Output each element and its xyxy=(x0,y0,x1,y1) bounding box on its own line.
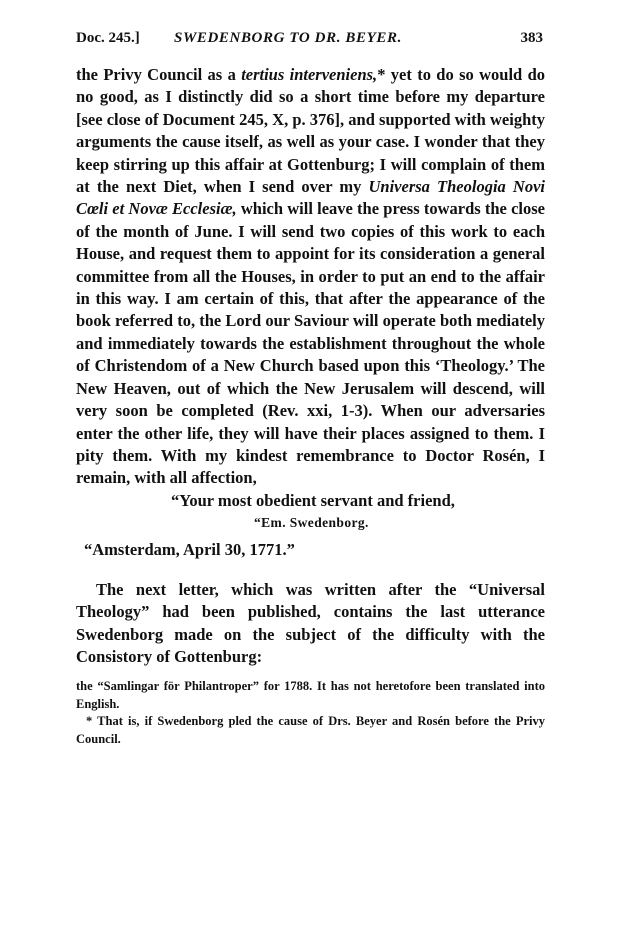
letter-date: “Amsterdam, April 30, 1771.” xyxy=(84,539,295,559)
text-run: the Privy Council as a xyxy=(76,65,242,84)
running-header xyxy=(76,30,543,52)
italic-phrase: tertius interveniens, xyxy=(241,65,378,84)
text-run: which will leave the press towards the close of the month of June. I will send two copies of this work to each House, and request them to appoint for its consideration a general committee from all the Houses, in order to put an end to the affair in this way. I am certain of this, that after the appearance of the book referred to, the Lord our Saviour will operate both mediately and immediately towards the establishment throughout the whole of Christendom of a New Church based upon this ‘Theology.’ The New Heaven, out of which the New Jerusalem will descend, will very soon be completed (Rev. xxi, 1-3). When our adversaries enter the other life, they will have their places assigned to them. I pity them. With my kindest remembrance to Doctor Rosén, I remain, with all affection, xyxy=(76,199,545,488)
footnote-continued: the “Samlingar för Philantroper” for 1788. It has not heretofore been translated into English. xyxy=(76,679,545,711)
italic-book-title: Universa Theologia Novi Cœli et Novæ Ecclesiæ, xyxy=(76,177,545,219)
document-reference: Doc. 245.] xyxy=(76,30,140,46)
main-text xyxy=(76,64,545,669)
narrative-paragraph: The next letter, which was written after the “Universal Theology” had been published, contains the last utterance Swedenborg made on the subject of the difficulty with the Consistory of Gottenburg: xyxy=(76,579,545,667)
letter-paragraph xyxy=(76,64,545,490)
letter-closing: “Your most obedient servant and friend, xyxy=(171,490,455,510)
letter-signature: “Em. Swedenborg. xyxy=(254,515,369,531)
page-number: 383 xyxy=(520,30,543,46)
footnotes xyxy=(76,678,545,748)
text-run: * yet to do so would do no good, as I distinctly did so a short time before my departure [see close of Document 245, X, p. 376], and supported with weighty arguments the cause itself, as well as your case. I wonder that they keep stirring up this affair at Gottenburg; I will complain of them at the next Diet, when I send over my xyxy=(76,65,545,197)
footnote-asterisk: * That is, if Swedenborg pled the cause of Drs. Beyer and Rosén before the Privy Council. xyxy=(76,714,545,746)
running-title: SWEDENBORG TO DR. BEYER. xyxy=(174,30,402,46)
